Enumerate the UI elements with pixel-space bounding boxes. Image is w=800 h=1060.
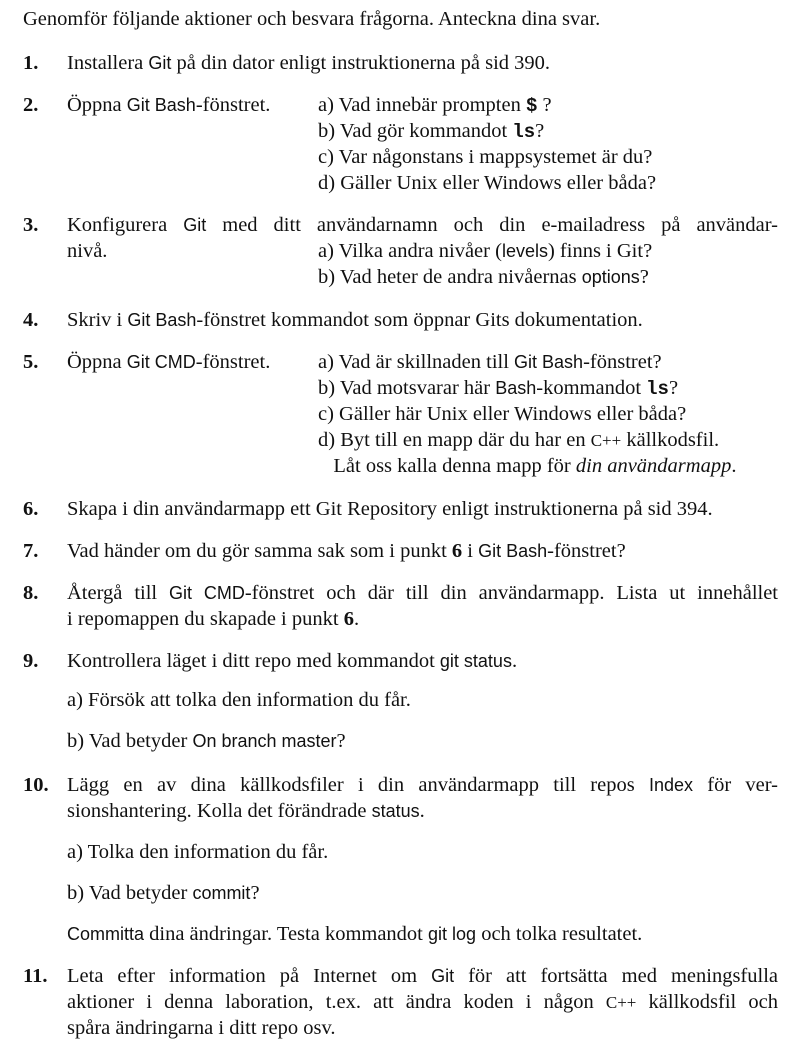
item-5-text <box>67 349 270 375</box>
item-10-question-a <box>67 839 328 865</box>
item-11-text-end <box>67 1015 336 1041</box>
item-9-question-b <box>67 728 346 754</box>
bold-ref: 6 <box>343 608 354 630</box>
text-segment: Vad händer om du gör samma sak som i punkt <box>67 540 452 562</box>
ui-term: Git Bash <box>478 541 548 561</box>
item-number: 9. <box>23 650 39 672</box>
text-segment: -fönstret. <box>195 351 271 373</box>
ui-term: Git <box>148 53 172 73</box>
item-9-text <box>67 648 517 674</box>
item-number: 7. <box>23 540 39 562</box>
text-segment: . <box>731 455 737 477</box>
italic-term: din användarmapp <box>575 455 732 477</box>
text-segment: för att fortsätta med meningsfulla <box>454 965 778 987</box>
text-segment: aktioner i denna laboration, t.ex. att ändra koden i någon <box>67 991 606 1013</box>
text-segment: d) Byt till en mapp där du har en <box>318 429 591 451</box>
ui-term: Git CMD <box>126 352 196 372</box>
text-segment: Installera <box>67 52 149 74</box>
item-5-question-b <box>318 375 678 402</box>
item-5-question-d <box>318 427 719 454</box>
text-segment: dina ändringar. Testa kommandot <box>144 923 429 945</box>
item-number: 1. <box>23 52 39 74</box>
ui-term: Git Bash <box>514 352 584 372</box>
text-segment: Låt oss kalla denna mapp för <box>318 455 576 477</box>
item-5-question-d-cont <box>318 453 736 479</box>
item-2-question-d <box>318 170 656 196</box>
text-segment: a) Vilka andra nivåer ( <box>318 240 502 262</box>
text-segment: och tolka resultatet. <box>476 923 643 945</box>
text-segment: Skapa i din användarmapp ett Git Repository enligt instruktionerna på sid 394. <box>67 498 713 520</box>
ui-term: git log <box>428 924 477 944</box>
text-segment: spåra ändringarna i ditt repo osv. <box>67 1017 336 1039</box>
text-segment: med ditt användarnamn och din e-mailadress på användar- <box>206 214 778 236</box>
text-segment: b) Vad heter de andra nivåernas <box>318 266 582 288</box>
text-segment: för ver- <box>693 774 779 796</box>
item-2-question-b <box>318 118 544 145</box>
text-segment: -fönstret? <box>547 540 626 562</box>
text-segment: Öppna <box>67 351 127 373</box>
item-number: 11. <box>23 965 48 987</box>
item-number: 4. <box>23 309 39 331</box>
text-segment: i repomappen du skapade i punkt <box>67 608 344 630</box>
text-segment: ) finns i Git? <box>547 240 653 262</box>
text-segment: sionshantering. Kolla det förändrade <box>67 800 372 822</box>
text-segment: källkodsfil. <box>621 429 720 451</box>
item-11-text <box>67 963 778 989</box>
ui-term: Git CMD <box>169 583 245 603</box>
item-5-question-c <box>318 401 686 427</box>
text-segment: ? <box>639 266 649 288</box>
text-segment: a) Tolka den information du får. <box>67 841 329 863</box>
ui-term: Index <box>648 775 694 795</box>
ui-term: Git <box>183 215 207 235</box>
item-6-text <box>67 496 713 522</box>
text-segment: -fönstret kommandot som öppnar Gits dokumentation. <box>196 309 643 331</box>
text-segment: d) Gäller Unix eller Windows eller båda? <box>318 172 657 194</box>
text-segment: Kontrollera läget i ditt repo med kommandot <box>67 650 440 672</box>
text-segment: Lägg en av dina källkodsfiler i din användarmapp till repos <box>67 774 649 796</box>
ui-term: Git <box>431 966 455 986</box>
text-segment: c) Var någonstans i mappsystemet är du? <box>318 146 653 168</box>
item-3-text-cont <box>67 238 107 264</box>
item-number: 5. <box>23 351 39 373</box>
item-8-text <box>67 580 778 606</box>
text-segment: a) Försök att tolka den information du får. <box>67 689 411 711</box>
text-segment: Konfigurera <box>67 214 184 236</box>
item-number: 10. <box>23 774 49 796</box>
ui-term: options <box>581 267 640 287</box>
item-5-question-a <box>318 349 662 375</box>
intro-text: Genomför följande aktioner och besvara frågorna. Anteckna dina svar. <box>23 8 601 30</box>
text-segment: ? <box>535 120 545 142</box>
ui-term: git status <box>439 651 512 671</box>
item-10-question-b <box>67 880 260 906</box>
ui-term: status <box>371 801 420 821</box>
item-3-text <box>67 212 778 238</box>
text-segment: -kommandot <box>536 377 647 399</box>
text-segment: . <box>511 650 518 672</box>
item-1-text <box>67 50 550 76</box>
text-segment: ? <box>250 882 260 904</box>
text-segment: Öppna <box>67 94 127 116</box>
item-number: 3. <box>23 214 39 236</box>
item-3-question-b <box>318 264 649 290</box>
ui-term: Bash <box>495 378 537 398</box>
text-segment: b) Vad betyder <box>67 730 193 752</box>
ui-term: levels <box>501 241 548 261</box>
item-11-text-cont <box>67 989 778 1016</box>
text-segment: c) Gäller här Unix eller Windows eller båda? <box>318 403 687 425</box>
text-segment: på din dator enligt instruktionerna på sid 390. <box>171 52 551 74</box>
item-7-text <box>67 538 626 564</box>
text-segment: . <box>353 608 360 630</box>
ui-term: commit <box>192 883 251 903</box>
item-10-text-cont <box>67 798 425 824</box>
ui-term: Git Bash <box>127 310 197 330</box>
language-name: C++ <box>605 993 637 1012</box>
text-segment: -fönstret. <box>195 94 271 116</box>
text-segment: i <box>462 540 479 562</box>
text-segment: källkodsfil och <box>636 991 778 1013</box>
ui-term: On branch master <box>192 731 337 751</box>
text-segment: b) Vad motsvarar här <box>318 377 496 399</box>
item-number: 8. <box>23 582 39 604</box>
text-segment: -fönstret? <box>583 351 662 373</box>
code-term: ls <box>646 378 669 400</box>
text-segment: Leta efter information på Internet om <box>67 965 432 987</box>
text-segment: nivå. <box>67 240 108 262</box>
bold-ref: 6 <box>451 540 463 562</box>
ui-term: Committa <box>67 924 145 944</box>
item-number: 2. <box>23 94 39 116</box>
text-segment: b) Vad betyder <box>67 882 193 904</box>
item-4-text <box>67 307 643 333</box>
code-term: ls <box>512 121 536 143</box>
text-segment: a) Vad innebär prompten <box>318 94 526 116</box>
text-segment: b) Vad gör kommandot <box>318 120 513 142</box>
text-segment: . <box>419 800 425 822</box>
text-segment: ? <box>336 730 346 752</box>
language-name: C++ <box>590 431 622 450</box>
text-segment: -fönstret och där till din användarmapp. Lista ut innehållet <box>244 582 778 604</box>
text-segment: a) Vad är skillnaden till <box>318 351 515 373</box>
item-10-text <box>67 772 778 798</box>
item-3-question-a <box>318 238 652 264</box>
item-number: 6. <box>23 498 39 520</box>
text-segment: ? <box>668 377 679 399</box>
item-2-question-a <box>318 92 552 119</box>
item-9-question-a <box>67 687 411 713</box>
item-2-text <box>67 92 270 118</box>
item-2-question-c <box>318 144 652 170</box>
item-8-text-cont <box>67 606 359 632</box>
item-10-instruction <box>67 921 642 947</box>
code-term: $ <box>525 95 538 117</box>
text-segment: ? <box>537 94 552 116</box>
text-segment: Återgå till <box>67 582 170 604</box>
ui-term: Git Bash <box>126 95 196 115</box>
text-segment: Skriv i <box>67 309 128 331</box>
